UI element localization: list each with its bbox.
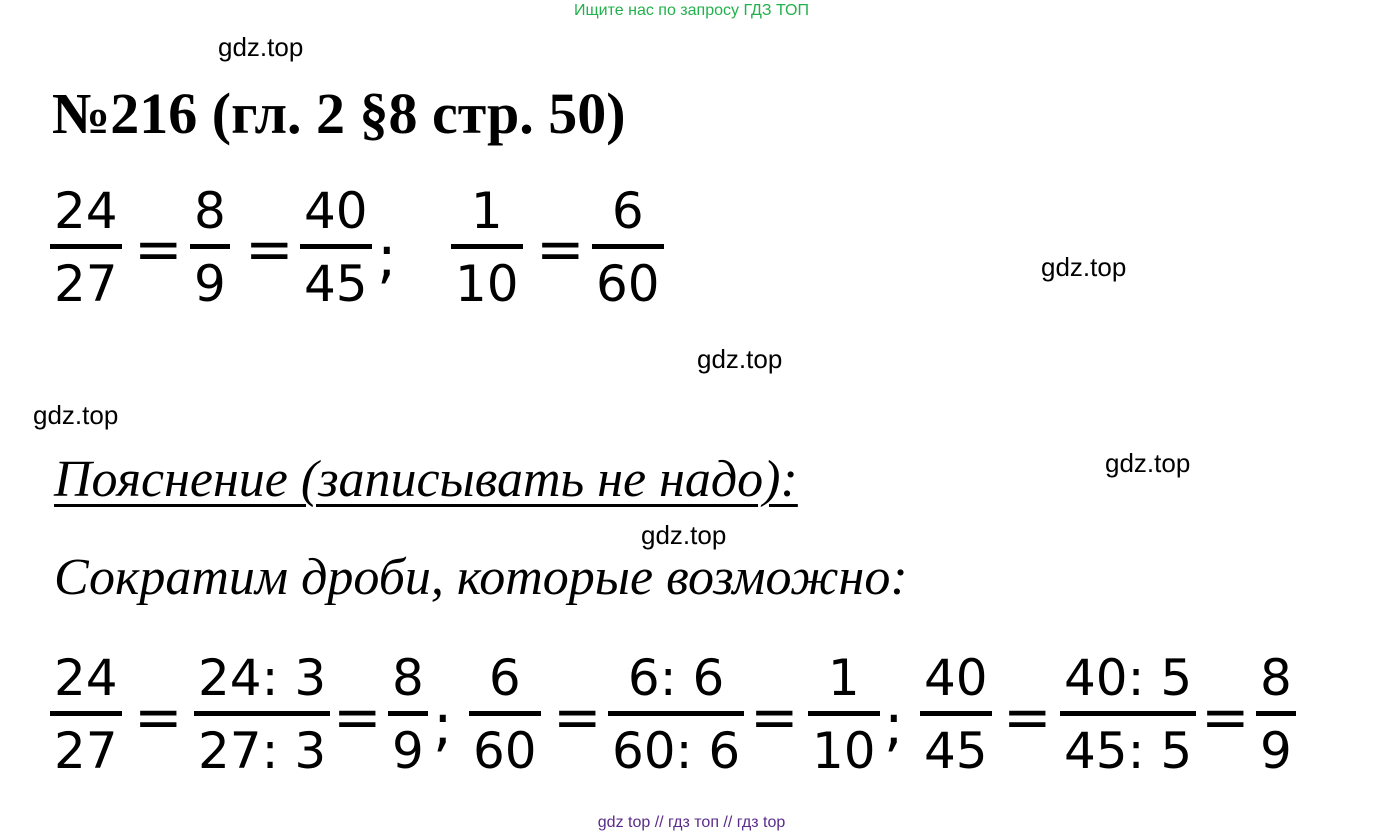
denominator: 60 (469, 711, 541, 776)
denominator: 45: 5 (1060, 711, 1196, 776)
fraction (451, 182, 523, 313)
numerator: 1 (827, 649, 860, 707)
watermark: gdz.top (1041, 252, 1127, 282)
watermark: gdz.top (1105, 448, 1191, 478)
fraction (50, 649, 122, 780)
numerator: 40 (304, 182, 368, 240)
fraction (592, 182, 664, 313)
watermark: gdz.top (697, 344, 783, 374)
explanation-text: Сократим дроби, которые возможно: (54, 549, 908, 606)
fraction (190, 182, 230, 313)
denominator: 10 (808, 711, 880, 776)
numerator: 24 (54, 649, 118, 707)
watermark: gdz.top (33, 400, 119, 430)
equals-sign: = (1003, 683, 1052, 751)
equals-sign: = (1201, 683, 1250, 751)
equals-sign: = (134, 215, 183, 283)
separator: ; (433, 691, 453, 759)
separator: ; (884, 691, 904, 759)
equals-sign: = (536, 215, 585, 283)
equals-sign: = (750, 683, 799, 751)
numerator: 8 (194, 182, 226, 240)
denominator: 60 (592, 244, 664, 309)
equals-sign: = (333, 683, 382, 751)
fraction (50, 182, 122, 313)
numerator: 8 (392, 649, 424, 707)
denominator: 9 (1256, 711, 1296, 776)
fraction (388, 649, 428, 780)
fraction (469, 649, 541, 780)
numerator: 8 (1260, 649, 1292, 707)
numerator: 6 (488, 649, 521, 707)
denominator: 27 (50, 711, 122, 776)
denominator: 27 (50, 244, 122, 309)
numerator: 40 (924, 649, 988, 707)
footer-watermark: gdz top // гдз топ // гдз top (597, 814, 786, 831)
fraction (808, 649, 880, 780)
equals-sign: = (553, 683, 602, 751)
denominator: 60: 6 (608, 711, 744, 776)
equals-sign: = (245, 215, 294, 283)
numerator: 6 (611, 182, 644, 240)
fraction (1060, 649, 1196, 780)
numerator: 24: 3 (198, 649, 327, 707)
watermark: gdz.top (641, 520, 727, 550)
fraction (608, 649, 744, 780)
denominator: 9 (190, 244, 230, 309)
watermark: gdz.top (218, 32, 304, 62)
exercise-title: №216 (гл. 2 §8 стр. 50) (52, 81, 626, 146)
explanation-heading: Пояснение (записывать не надо): (54, 451, 798, 508)
denominator: 27: 3 (194, 711, 330, 776)
fraction (194, 649, 330, 780)
denominator: 10 (451, 244, 523, 309)
search-banner: Ищите нас по запросу ГДЗ ТОП (574, 2, 809, 19)
fraction (1256, 649, 1296, 780)
denominator: 45 (920, 711, 992, 776)
denominator: 9 (388, 711, 428, 776)
equals-sign: = (134, 683, 183, 751)
fraction (920, 649, 992, 780)
denominator: 45 (300, 244, 372, 309)
fraction (300, 182, 372, 313)
numerator: 24 (54, 182, 118, 240)
numerator: 1 (470, 182, 503, 240)
numerator: 40: 5 (1064, 649, 1193, 707)
numerator: 6: 6 (627, 649, 725, 707)
separator: ; (377, 223, 397, 291)
